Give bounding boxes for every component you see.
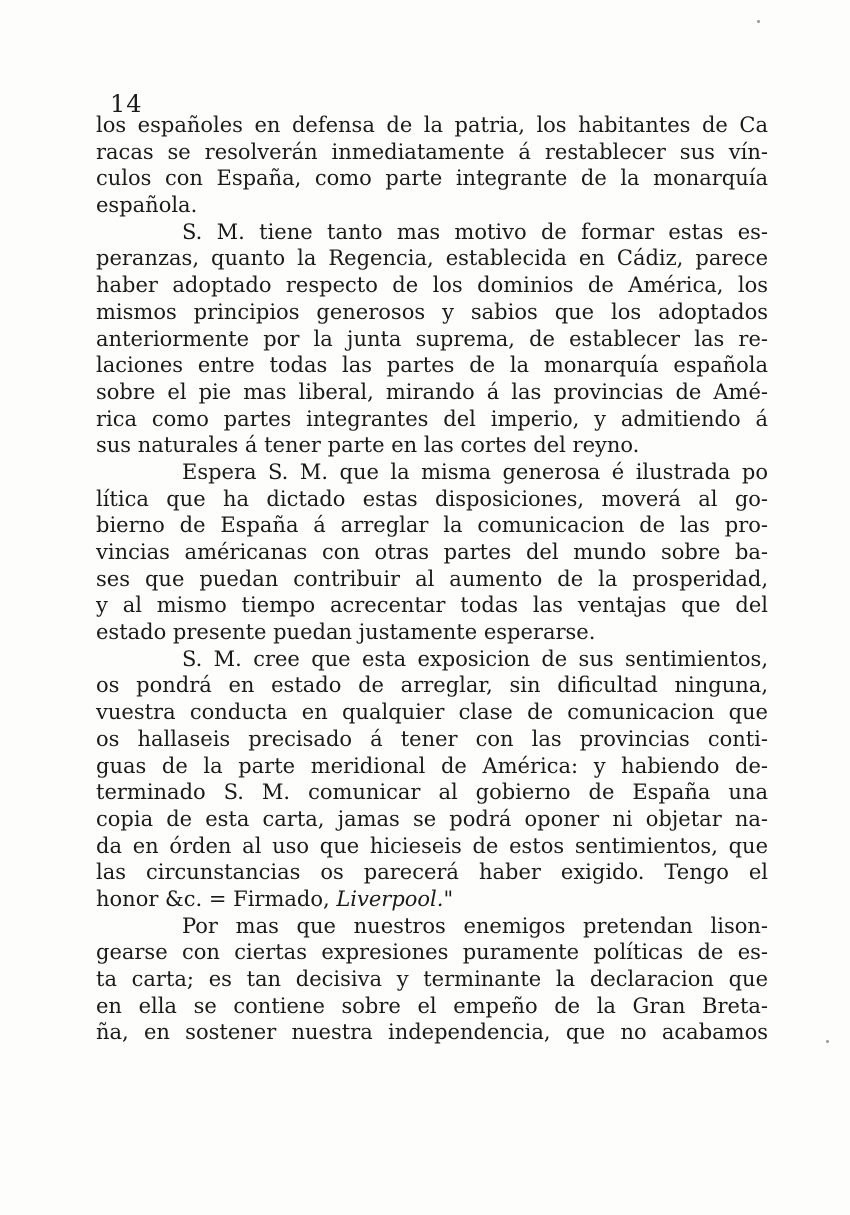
text-line: os pondrá en estado de arreglar, sin dificultad ninguna,: [96, 673, 768, 698]
text-line: rica como partes integrantes del imperio, y admitiendo á: [96, 406, 768, 431]
text-line: anteriormente por la junta suprema, de establecer las re-: [96, 326, 768, 351]
text-line: copia de esta carta, jamas se podrá oponer ni objetar na-: [96, 806, 768, 831]
text-line: guas de la parte meridional de América: y habiendo de-: [96, 753, 768, 778]
text-line: peranzas, quanto la Regencia, establecida en Cádiz, parece: [96, 246, 768, 271]
text-line: culos con España, como parte integrante de la monarquía: [96, 166, 768, 191]
text-line: S. M. tiene tanto mas motivo de formar estas es-: [182, 219, 768, 244]
text-line: en ella se contiene sobre el empeño de la Gran Breta-: [96, 993, 768, 1018]
text-line: vuestra conducta en qualquier clase de comunicacion que: [96, 700, 768, 725]
scan-speck: [826, 1040, 829, 1043]
scan-speck: [757, 20, 760, 23]
text-line: sobre el pie mas liberal, mirando á las provincias de Amé-: [96, 379, 768, 404]
closing-suffix: ": [443, 886, 454, 911]
text-line: bierno de España á arreglar la comunicacion de las pro-: [96, 513, 768, 538]
text-line: os hallaseis precisado á tener con las provincias conti-: [96, 726, 768, 751]
text-line: da en órden al uso que hicieseis de estos sentimientos, que: [96, 833, 768, 858]
closing-text: honor &c. = Firmado,: [96, 886, 337, 911]
text-line: ña, en sostener nuestra independencia, que no acabamos: [96, 1020, 768, 1045]
text-line: ses que puedan contribuir al aumento de la prosperidad,: [96, 566, 768, 591]
text-line: ta carta; es tan decisiva y terminante la declaracion que: [96, 967, 768, 991]
text-line: vincias américanas con otras partes del mundo sobre ba-: [96, 540, 768, 564]
text-line: laciones entre todas las partes de la monarquía española: [96, 353, 768, 378]
text-line: gearse con ciertas expresiones puramente políticas de es-: [96, 940, 768, 965]
body-text: [96, 112, 768, 1046]
text-line: española.: [96, 193, 198, 218]
text-line: sus naturales á tener parte en las cortes del reyno.: [96, 433, 640, 458]
page-number: 14: [110, 90, 143, 118]
text-line: haber adoptado respecto de los dominios de América, los: [96, 273, 768, 298]
text-line: mismos principios generosos y sabios que los adoptados: [96, 299, 768, 324]
text-line: los españoles en defensa de la patria, los habitantes de Ca: [96, 113, 768, 137]
text-line: Espera S. M. que la misma generosa é ilustrada po: [182, 459, 768, 484]
text-line: S. M. cree que esta exposicion de sus sentimientos,: [182, 646, 768, 671]
text-line: Por mas que nuestros enemigos pretendan lison-: [182, 913, 768, 938]
text-line: las circunstancias os parecerá haber exigido. Tengo el: [96, 860, 768, 885]
text-line: estado presente puedan justamente esperarse.: [96, 620, 596, 645]
text-line: y al mismo tiempo acrecentar todas las ventajas que del: [96, 593, 768, 618]
closing-line: [96, 886, 768, 913]
text-line: racas se resolverán inmediatamente á restablecer sus vín-: [96, 139, 768, 164]
text-line: lítica que ha dictado estas disposiciones, moverá al go-: [96, 486, 768, 511]
text-line: terminado S. M. comunicar al gobierno de España una: [96, 780, 768, 805]
signature: Liverpool.: [336, 886, 444, 911]
